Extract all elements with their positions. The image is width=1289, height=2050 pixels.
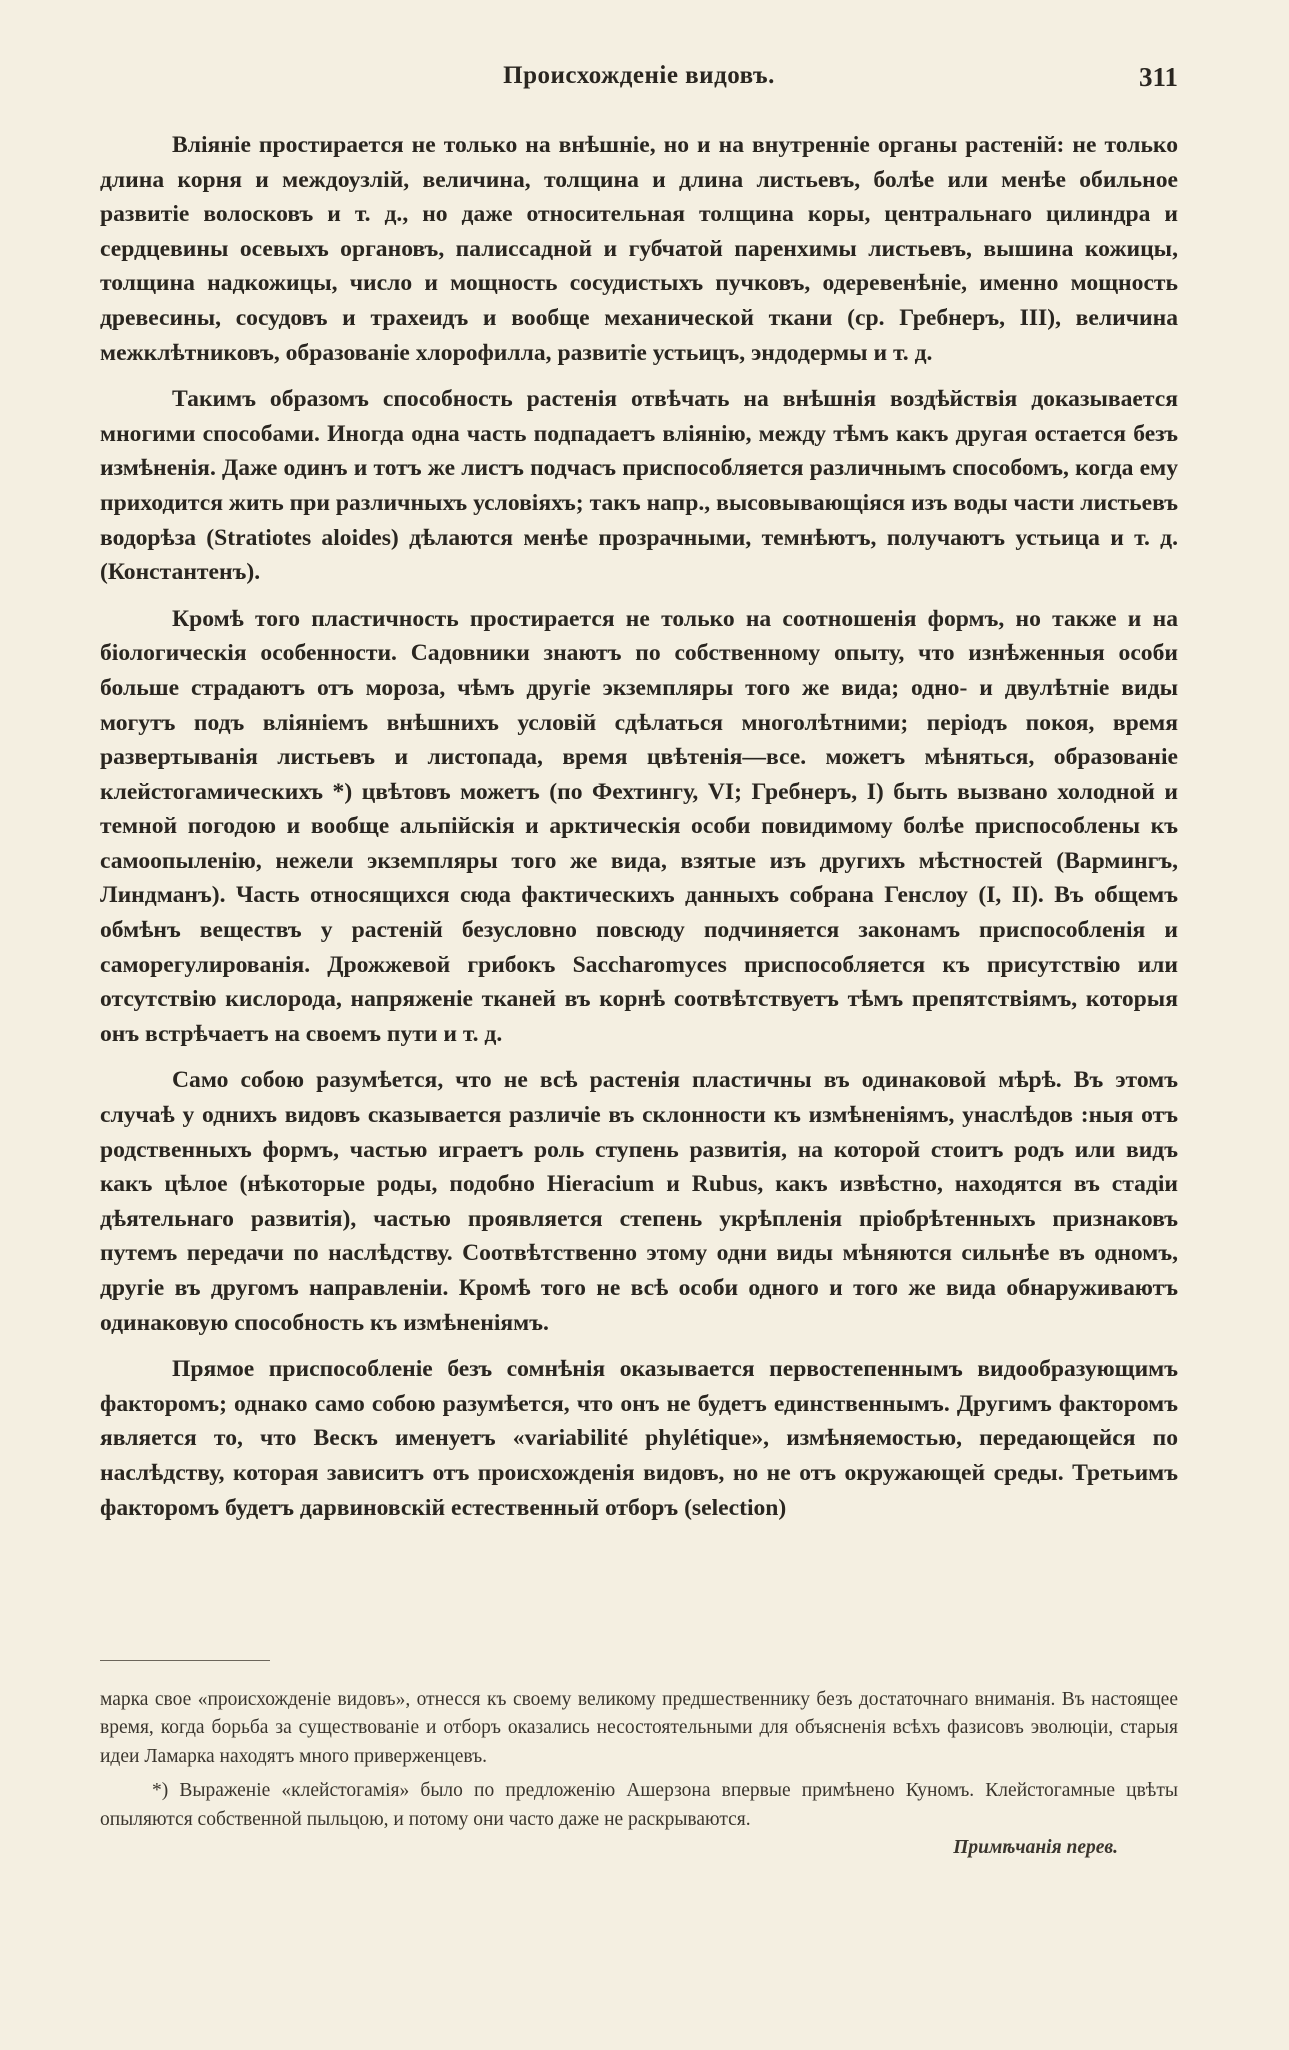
main-text	[100, 128, 1178, 1537]
running-title: Происхожденіе видовъ.	[503, 62, 775, 89]
footnotes	[100, 1686, 1178, 1862]
footnote-signature-row	[100, 1834, 1178, 1862]
paragraph: Такимъ образомъ способность растенія отвѣчать на внѣшнія воздѣйствія доказывается многими способами. Иногда одна часть подпадаетъ вліянію, между тѣмъ какъ другая остается безъ измѣненія. Даже одинъ и тотъ же листъ подчасъ приспособляется различнымъ способомъ, когда ему приходится жить при различныхъ условіяхъ; такъ напр., высовывающіяся изъ воды части листьевъ водорѣза (Stratiotes aloides) дѣлаются менѣе прозрачными, темнѣютъ, получаютъ устьица и т. д. (Константенъ).	[100, 386, 1178, 586]
footnote-divider	[100, 1660, 270, 1661]
paragraph: Вліяніе простирается не только на внѣшніе, но и на внутренніе органы растеній: не только длина корня и междоузлій, величина, толщина и длина листьевъ, болѣе или менѣе обильное развитіе волосковъ и т. д., но даже относительная толщина коры, центральнаго цилиндра и сердцевины осевыхъ органовъ, палиссадной и губчатой паренхимы листьевъ, вышина кожицы, толщина надкожицы, число и мощность сосудистыхъ пучковъ, одеревенѣніе, именно мощность древесины, сосудовъ и трахеидъ и вообще механической ткани (ср. Гребнеръ, III), величина межклѣтниковъ, образованіе хлорофилла, развитіе устьицъ, эндодермы и т. д.	[100, 132, 1178, 366]
paragraph: Прямое приспособленіе безъ сомнѣнія оказывается первостепеннымъ видообразующимъ факторомъ; однако само собою разумѣется, что онъ не будетъ единственнымъ. Другимъ факторомъ является то, что Вескъ именуетъ «variabilité phylétique», измѣняемостью, передающейся по наслѣдству, которая зависитъ отъ происхожденія видовъ, но не отъ окружающей среды. Третьимъ факторомъ будетъ дарвиновскій естественный отборъ (selection)	[100, 1356, 1178, 1521]
footnote-continuation: марка свое «происхожденіе видовъ», отнесся къ своему великому предшественнику безъ достаточнаго вниманія. Въ настоящее время, когда борьба за существованіе и отборъ оказались несостоятельными для объясненія всѣхъ фазисовъ эволюціи, старыя идеи Ламарка находятъ много приверженцевъ.	[100, 1689, 1178, 1767]
page-number: 311	[1138, 62, 1178, 92]
paragraph: Само собою разумѣется, что не всѣ растенія пластичны въ одинаковой мѣрѣ. Въ этомъ случаѣ у однихъ видовъ сказывается различіе въ склонности къ измѣненіямъ, унаслѣдов :ныя отъ родственныхъ формъ, частью играетъ роль ступень развитія, на которой стоитъ родъ или видъ какъ цѣлое (нѣкоторые роды, подобно Hieracium и Rubus, какъ извѣстно, находятся въ стадіи дѣятельнаго развитія), частью проявляется степень укрѣпленія пріобрѣтенныхъ признаковъ путемъ передачи по наслѣдству. Соотвѣтственно этому одни виды мѣняются сильнѣе въ одномъ, другіе въ другомъ направленіи. Кромѣ того не всѣ особи одного и того же вида обнаруживаютъ одинаковую способность къ измѣненіямъ.	[100, 1067, 1178, 1336]
paragraph: Кромѣ того пластичность простирается не только на соотношенія формъ, но также и на біологическія особенности. Садовники знаютъ по собственному опыту, что изнѣженныя особи больше страдаютъ отъ мороза, чѣмъ другіе экземпляры того же вида; одно- и двулѣтніе виды могутъ подъ вліяніемъ внѣшнихъ условій сдѣлаться многолѣтними; періодъ покоя, время развертыванія листьевъ и листопада, время цвѣтенія—все. можетъ мѣняться, образованіе клейстогамическихъ *) цвѣтовъ можетъ (по Фехтингу, VI; Гребнеръ, I) быть вызвано холодной и темной погодою и вообще альпійскія и арктическія особи повидимому болѣе приспособлены къ самоопыленію, нежели экземпляры того же вида, взятые изъ другихъ мѣстностей (Вармингъ, Линдманъ). Часть относящихся сюда фактическихъ данныхъ собрана Генслоу (I, II). Въ общемъ обмѣнъ веществъ у растеній безусловно повсюду подчиняется законамъ приспособленія и саморегулированія. Дрожжевой грибокъ Saccharomyces приспособляется къ присутствію или отсутствію кислорода, напряженіе тканей въ корнѣ соотвѣтствуетъ тѣмъ препятствіямъ, которыя онъ встрѣчаетъ на своемъ пути и т. д.	[100, 605, 1178, 1047]
footnote: *) Выраженіе «клейстогамія» было по предложенію Ашерзона впервые примѣнено Куномъ. Клейстогамные цвѣты опыляются собственной пыльцою, и потому они часто даже не раскрываются.	[100, 1780, 1178, 1830]
running-head	[100, 62, 1178, 102]
footnote-signature: Примѣчанія перев.	[953, 1837, 1118, 1859]
